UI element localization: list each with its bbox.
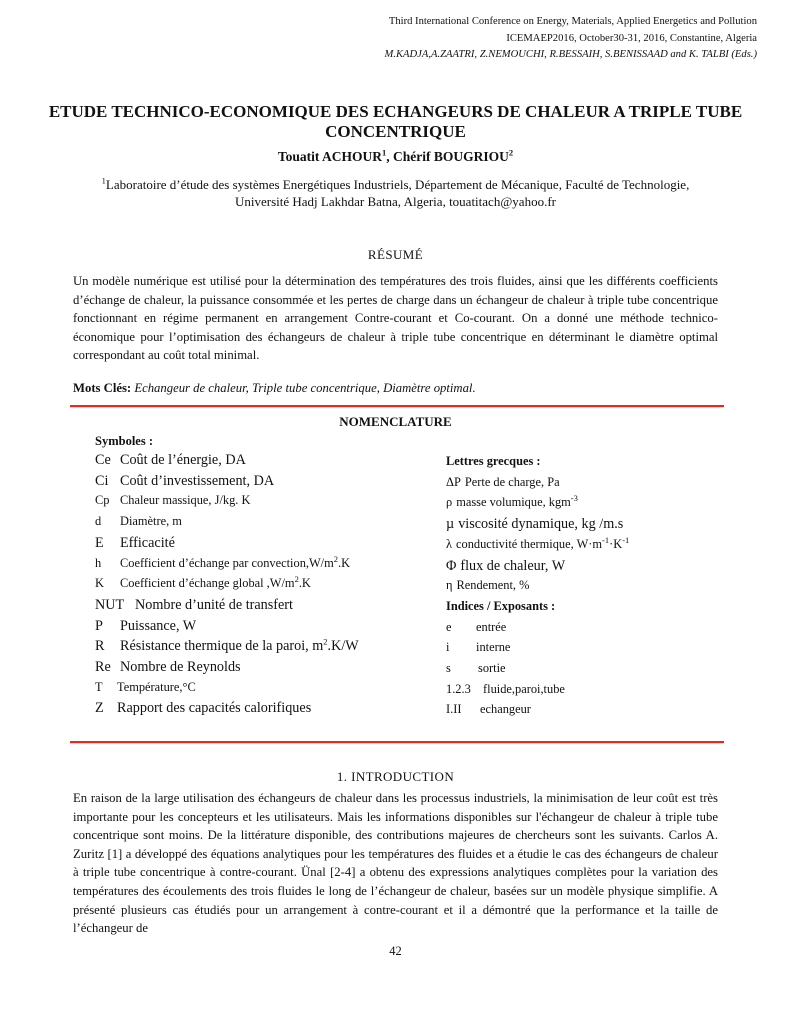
author-2-affil: 2 bbox=[508, 147, 514, 158]
nomenclature-description: Coût de l’énergie, DA bbox=[120, 452, 246, 468]
greek-exponent: -3 bbox=[570, 493, 578, 504]
greek-symbol: Φ bbox=[446, 557, 457, 574]
greek-symbol: η bbox=[446, 578, 453, 593]
divider-bottom bbox=[70, 741, 724, 743]
nomenclature-row bbox=[95, 473, 274, 490]
nomenclature-description: Nombre de Reynolds bbox=[120, 659, 241, 675]
greek-description: conductivité thermique, W·m bbox=[456, 536, 603, 551]
index-description: entrée bbox=[476, 619, 507, 634]
nomenclature-symbol: E bbox=[95, 534, 104, 551]
conference-editors: M.KADJA,A.ZAATRI, Z.NEMOUCHI, R.BESSAIH, S.BENISSAAD and K. TALBI (Eds.) bbox=[384, 49, 757, 60]
divider-top bbox=[70, 405, 724, 407]
nomenclature-description: Coefficient d’échange par convection,W/m bbox=[120, 555, 334, 570]
index-description: sortie bbox=[478, 661, 506, 675]
nomenclature-description: Coefficient d’échange global ,W/m bbox=[120, 576, 295, 591]
greek-symbol: ρ bbox=[446, 495, 453, 510]
nomenclature-description: Température,°C bbox=[117, 679, 196, 694]
greek-exponent: -1 bbox=[602, 534, 610, 545]
nomenclature-description: Rapport des capacités calorifiques bbox=[117, 700, 312, 717]
page-number: 42 bbox=[389, 944, 402, 958]
nomenclature-description: Nombre d’unité de transfert bbox=[135, 596, 293, 613]
nomenclature-description: Résistance thermique de la paroi, m bbox=[120, 638, 324, 655]
nomenclature-symbol: P bbox=[95, 617, 103, 634]
greek-row bbox=[446, 578, 529, 593]
resume-heading: RÉSUMÉ bbox=[367, 247, 424, 262]
nomenclature-unit-tail: .K bbox=[298, 576, 311, 591]
nomenclature-row bbox=[95, 638, 359, 655]
nomenclature-unit-tail: .K/W bbox=[327, 638, 359, 655]
index-symbol: i bbox=[446, 640, 450, 655]
index-row bbox=[446, 640, 510, 655]
index-symbol: e bbox=[446, 619, 452, 634]
indices-heading: Indices / Exposants : bbox=[446, 598, 556, 613]
symbols-heading: Symboles : bbox=[95, 434, 153, 448]
nomenclature-description: Diamètre, m bbox=[120, 514, 182, 529]
nomenclature-row bbox=[95, 618, 196, 635]
author-2: Chérif BOUGRIOU bbox=[393, 149, 509, 164]
nomenclature-symbol: Cp bbox=[95, 493, 110, 508]
nomenclature-row bbox=[95, 659, 241, 676]
nomenclature-row bbox=[95, 493, 250, 508]
greek-description: flux de chaleur, W bbox=[460, 557, 566, 574]
nomenclature-symbol: K bbox=[95, 576, 104, 591]
index-row bbox=[446, 702, 531, 717]
introduction-heading: 1. INTRODUCTION bbox=[336, 769, 455, 784]
nomenclature-symbol: Ce bbox=[95, 452, 111, 468]
affiliation-line-2: Université Hadj Lakhdar Batna, Algeria, touatitach@yahoo.fr bbox=[235, 194, 556, 209]
nomenclature-row bbox=[95, 514, 182, 529]
affiliation-sup: 1 bbox=[101, 175, 106, 186]
resume-text: Un modèle numérique est utilisé pour la détermination des températures des trois fluides, ainsi que les différents coefficients d’échange de chaleur, la puissance consommée et les pertes de charge dans un échangeur de chaleur à triple tube concentrique fonctionnant en régime permanent en arrangement Contre-courant et Co-courant. On a donné une méthode technico-économique pour l’optimisation des échangeurs de chaleur à triple tube concentrique en déterminant le diamètre optimal correspondant au coût total minimal. bbox=[73, 274, 718, 363]
nomenclature-description: Coût d’investissement, DA bbox=[120, 472, 275, 489]
greek-description: Perte de charge, Pa bbox=[464, 474, 560, 489]
affiliation bbox=[40, 176, 751, 210]
conference-venue: ICEMAEP2016, October30-31, 2016, Constantine, Algeria bbox=[506, 32, 757, 44]
introduction-text: En raison de la large utilisation des échangeurs de chaleur dans les processus industriels, la minimisation de leur coût est très importante pour les concepteurs et les utilisateurs. Mais les informations disponibles sur l'échangeur de chaleur à triple tube concentrique sont moins. De la littérature disponible, des contributions majeures de chercheurs sont les suivants. Carlos A. Zuritz [1] a développé des équations analytiques pour les températures des fluides et a étudie le cas des échangeurs de chaleur à triple tube concentrique à contre-courant. Ünal [2-4] a obtenu des expressions analytiques complètes pour la variation des températures des écoulements des trois fluides le long de l’échangeur de chaleur, basées sur un modèle physique simplifie. A présenté plusieurs cas étudiés pour un arrangement à contre-courant et il a démontré que la performance et la taille de l’échangeur de bbox=[73, 791, 718, 936]
index-row bbox=[446, 661, 506, 676]
paper-title: ETUDE TECHNICO-ECONOMIQUE DES ECHANGEURS DE CHALEUR A TRIPLE TUBE CONCENTRIQUE bbox=[48, 102, 743, 141]
nomenclature-symbol: NUT bbox=[95, 596, 125, 613]
nomenclature-exponent: 2 bbox=[294, 574, 299, 585]
affiliation-line-1: Laboratoire d’étude des systèmes Energétiques Industriels, Département de Mécanique, Faculté de Technologie, bbox=[105, 177, 690, 192]
nomenclature-unit-tail: .K bbox=[338, 555, 351, 570]
nomenclature-row bbox=[95, 700, 311, 717]
greek-row bbox=[446, 534, 630, 552]
authors bbox=[0, 149, 791, 165]
index-description: echangeur bbox=[480, 702, 531, 717]
nomenclature-row bbox=[95, 597, 293, 614]
greek-symbol: ΔP bbox=[446, 474, 461, 489]
index-symbol: 1.2.3 bbox=[446, 681, 471, 696]
greek-description: masse volumique, kgm bbox=[456, 495, 571, 510]
greek-symbol: λ bbox=[446, 536, 453, 551]
greek-row bbox=[446, 495, 578, 510]
greek-symbol: µ bbox=[446, 516, 455, 533]
nomenclature-row bbox=[95, 576, 311, 591]
greek-exponent-2: -1 bbox=[622, 534, 630, 545]
index-row bbox=[446, 682, 565, 697]
nomenclature-row bbox=[95, 553, 351, 571]
greek-unit-mid: ·K bbox=[609, 536, 623, 551]
greek-letters-heading: Lettres grecques : bbox=[446, 454, 541, 468]
keywords-label: Mots Clés: bbox=[73, 381, 132, 395]
conference-name: Third International Conference on Energy, Materials, Applied Energetics and Pollution bbox=[388, 16, 757, 27]
nomenclature-exponent: 2 bbox=[333, 553, 339, 564]
index-row bbox=[446, 620, 506, 635]
nomenclature-symbol: Re bbox=[95, 659, 111, 675]
nomenclature-symbol: R bbox=[95, 638, 105, 655]
greek-row bbox=[446, 516, 623, 533]
nomenclature-symbol: Z bbox=[95, 700, 104, 717]
greek-description: Rendement, % bbox=[456, 578, 530, 593]
nomenclature-description: Chaleur massique, J/kg. K bbox=[120, 493, 251, 508]
author-1-affil: 1 bbox=[382, 147, 387, 158]
greek-row bbox=[446, 475, 560, 490]
greek-description: viscosité dynamique, kg /m.s bbox=[458, 516, 624, 533]
index-description: fluide,paroi,tube bbox=[483, 681, 565, 696]
nomenclature-description: Puissance, W bbox=[120, 617, 197, 634]
keywords-text: Echangeur de chaleur, Triple tube concentrique, Diamètre optimal. bbox=[134, 381, 476, 395]
index-symbol: I.II bbox=[446, 702, 462, 717]
nomenclature-symbol: Ci bbox=[95, 472, 109, 489]
index-description: interne bbox=[476, 640, 511, 655]
nomenclature-heading: NOMENCLATURE bbox=[339, 414, 452, 429]
author-separator: , bbox=[386, 149, 394, 164]
conference-header bbox=[384, 14, 757, 64]
keywords bbox=[73, 381, 476, 396]
author-1: Touatit ACHOUR bbox=[277, 149, 383, 164]
greek-row bbox=[446, 558, 565, 575]
nomenclature-row bbox=[95, 535, 175, 552]
nomenclature-symbol: d bbox=[95, 514, 102, 529]
index-symbol: s bbox=[446, 661, 451, 675]
nomenclature-description: Efficacité bbox=[120, 534, 175, 551]
nomenclature-symbol: T bbox=[95, 679, 103, 694]
nomenclature-symbol: h bbox=[95, 555, 102, 570]
nomenclature-exponent: 2 bbox=[323, 636, 328, 647]
nomenclature-row bbox=[95, 452, 246, 469]
nomenclature-row bbox=[95, 680, 196, 695]
